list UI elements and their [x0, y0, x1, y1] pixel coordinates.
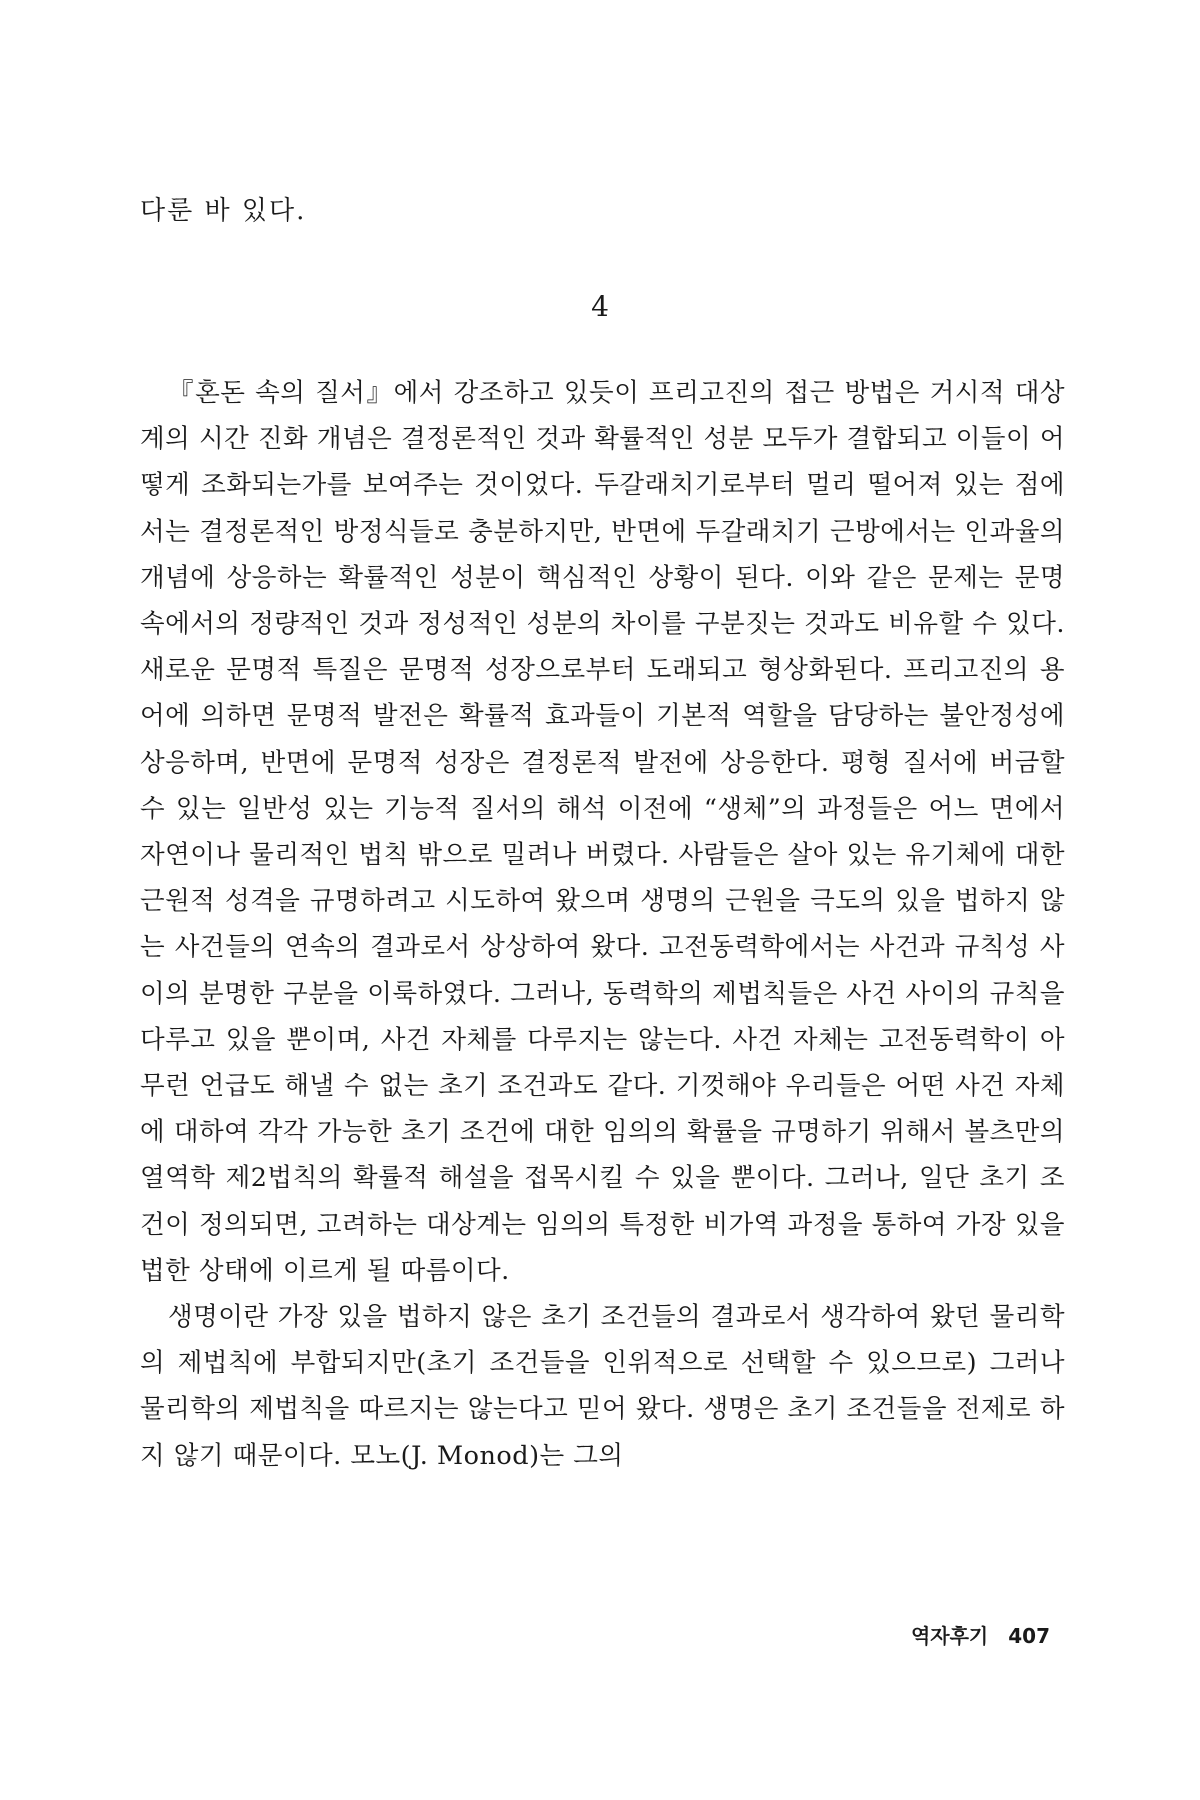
running-title: 역자후기	[910, 1624, 989, 1648]
page-number: 407	[1008, 1624, 1050, 1648]
opening-line: 다룬 바 있다.	[140, 196, 307, 226]
section-number: 4	[591, 290, 609, 323]
body-text	[140, 370, 1065, 1479]
page-footer	[911, 1620, 1050, 1649]
paragraph: 생명이란 가장 있을 법하지 않은 초기 조건들의 결과로서 생각하여 왔던 물리학의 제법칙에 부합되지만(초기 조건들을 인위적으로 선택할 수 있으므로) 그러나 물리학의 제법칙을 따르지는 않는다고 믿어 왔다. 생명은 초기 조건들을 전제로 하지 않기 때문이다. 모노(J. Monod)는 그의	[140, 1302, 1065, 1471]
paragraph: 『혼돈 속의 질서』에서 강조하고 있듯이 프리고진의 접근 방법은 거시적 대상계의 시간 진화 개념은 결정론적인 것과 확률적인 성분 모두가 결합되고 이들이 어떻게 조화되는가를 보여주는 것이었다. 두갈래치기로부터 멀리 떨어져 있는 점에서는 결정론적인 방정식들로 충분하지만, 반면에 두갈래치기 근방에서는 인과율의 개념에 상응하는 확률적인 성분이 핵심적인 상황이 된다. 이와 같은 문제는 문명 속에서의 정량적인 것과 정성적인 성분의 차이를 구분짓는 것과도 비유할 수 있다. 새로운 문명적 특질은 문명적 성장으로부터 도래되고 형상화된다. 프리고진의 용어에 의하면 문명적 발전은 확률적 효과들이 기본적 역할을 담당하는 불안정성에 상응하며, 반면에 문명적 성장은 결정론적 발전에 상응한다. 평형 질서에 버금할 수 있는 일반성 있는 기능적 질서의 해석 이전에 “생체”의 과정들은 어느 면에서 자연이나 물리적인 법칙 밖으로 밀려나 버렸다. 사람들은 살아 있는 유기체에 대한 근원적 성격을 규명하려고 시도하여 왔으며 생명의 근원을 극도의 있을 법하지 않는 사건들의 연속의 결과로서 상상하여 왔다. 고전동력학에서는 사건과 규칙성 사이의 분명한 구분을 이룩하였다. 그러나, 동력학의 제법칙들은 사건 사이의 규칙을 다루고 있을 뿐이며, 사건 자체를 다루지는 않는다. 사건 자체는 고전동력학이 아무런 언급도 해낼 수 없는 초기 조건과도 같다. 기껏해야 우리들은 어떤 사건 자체에 대하여 각각 가능한 초기 조건에 대한 임의의 확률을 규명하기 위해서 볼츠만의 열역학 제2법칙의 확률적 해설을 접목시킬 수 있을 뿐이다. 그러나, 일단 초기 조건이 정의되면, 고려하는 대상계는 임의의 특정한 비가역 과정을 통하여 가장 있을 법한 상태에 이르게 될 따름이다.	[140, 378, 1065, 1286]
